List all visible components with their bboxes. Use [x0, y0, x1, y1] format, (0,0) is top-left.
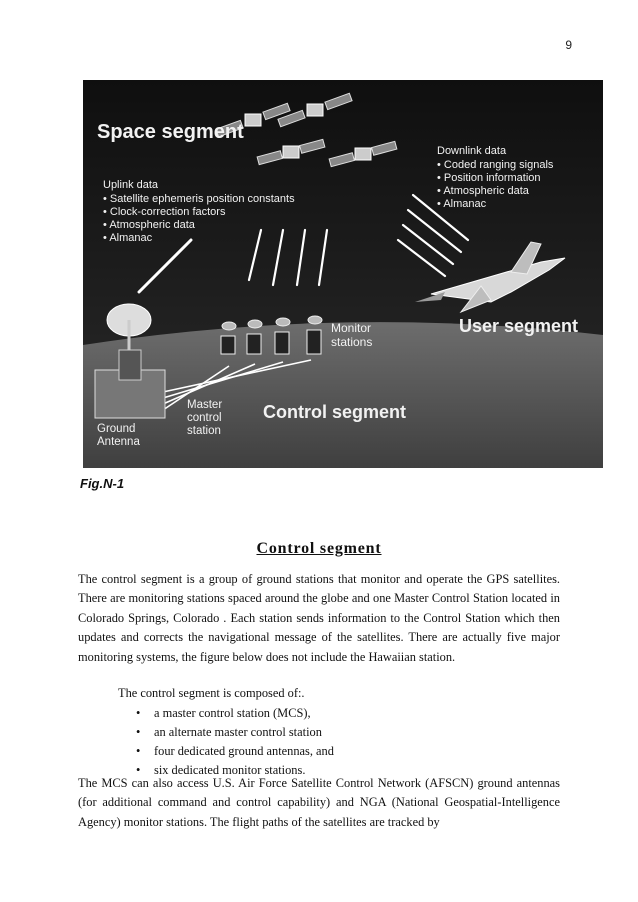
list-item: • six dedicated monitor stations. — [136, 761, 334, 780]
master-control-label: Master — [187, 399, 223, 411]
bullet-list — [136, 704, 334, 780]
section-heading: Control segment — [256, 540, 382, 557]
space-segment-label: Space segment — [97, 121, 244, 143]
downlink-item: • Almanac — [437, 198, 487, 210]
bullet-icon: • — [136, 706, 141, 720]
user-segment-label: User segment — [459, 316, 579, 336]
uplink-item: • Clock-correction factors — [103, 206, 226, 218]
paragraph: The MCS can also access U.S. Air Force Satellite Control Network (AFSCN) ground antennas (for additional command and control capability) and NGA (National Geospatial-Intelligence Agency) monitor stations. The flight paths of the satellites are tracked by — [78, 776, 560, 829]
downlink-title: Downlink data — [437, 145, 507, 157]
uplink-title: Uplink data — [103, 179, 159, 191]
uplink-item: • Almanac — [103, 232, 153, 244]
figure-caption: Fig.N-1 — [80, 476, 125, 491]
uplink-item: • Satellite ephemeris position constants — [103, 193, 295, 205]
uplink-item: • Atmospheric data — [103, 219, 195, 231]
monitor-stations-label: stations — [331, 335, 373, 349]
gps-segments-figure — [83, 80, 603, 468]
downlink-item: • Position information — [437, 172, 541, 184]
paragraph: The control segment is a group of ground stations that monitor and operate the GPS satellites. There are monitoring stations spaced around the globe and one Master Control Station located in Colorado Springs, Colorado . Each station sends information to the Control Station which then updates and corrects the navigational message of the satellites. There are actually five major monitoring systems, the figure below does not include the Hawaiian station. — [78, 572, 560, 664]
downlink-item: • Coded ranging signals — [437, 159, 554, 171]
bullet-icon: • — [136, 763, 141, 777]
master-control-label: station — [187, 425, 221, 437]
control-segment-label: Control segment — [263, 402, 407, 422]
list-intro: The control segment is composed of:. — [118, 686, 305, 700]
list-item: • four dedicated ground antennas, and — [136, 742, 334, 761]
bullet-icon: • — [136, 744, 141, 758]
page-number: 9 — [565, 38, 572, 52]
bullet-icon: • — [136, 725, 141, 739]
ground-antenna-label: Antenna — [97, 436, 140, 448]
master-control-label: control — [187, 412, 222, 424]
list-item: • an alternate master control station — [136, 723, 334, 742]
ground-antenna-label: Ground — [97, 423, 136, 435]
monitor-stations-label: Monitor — [331, 321, 372, 335]
list-item: • a master control station (MCS), — [136, 704, 334, 723]
downlink-item: • Atmospheric data — [437, 185, 529, 197]
